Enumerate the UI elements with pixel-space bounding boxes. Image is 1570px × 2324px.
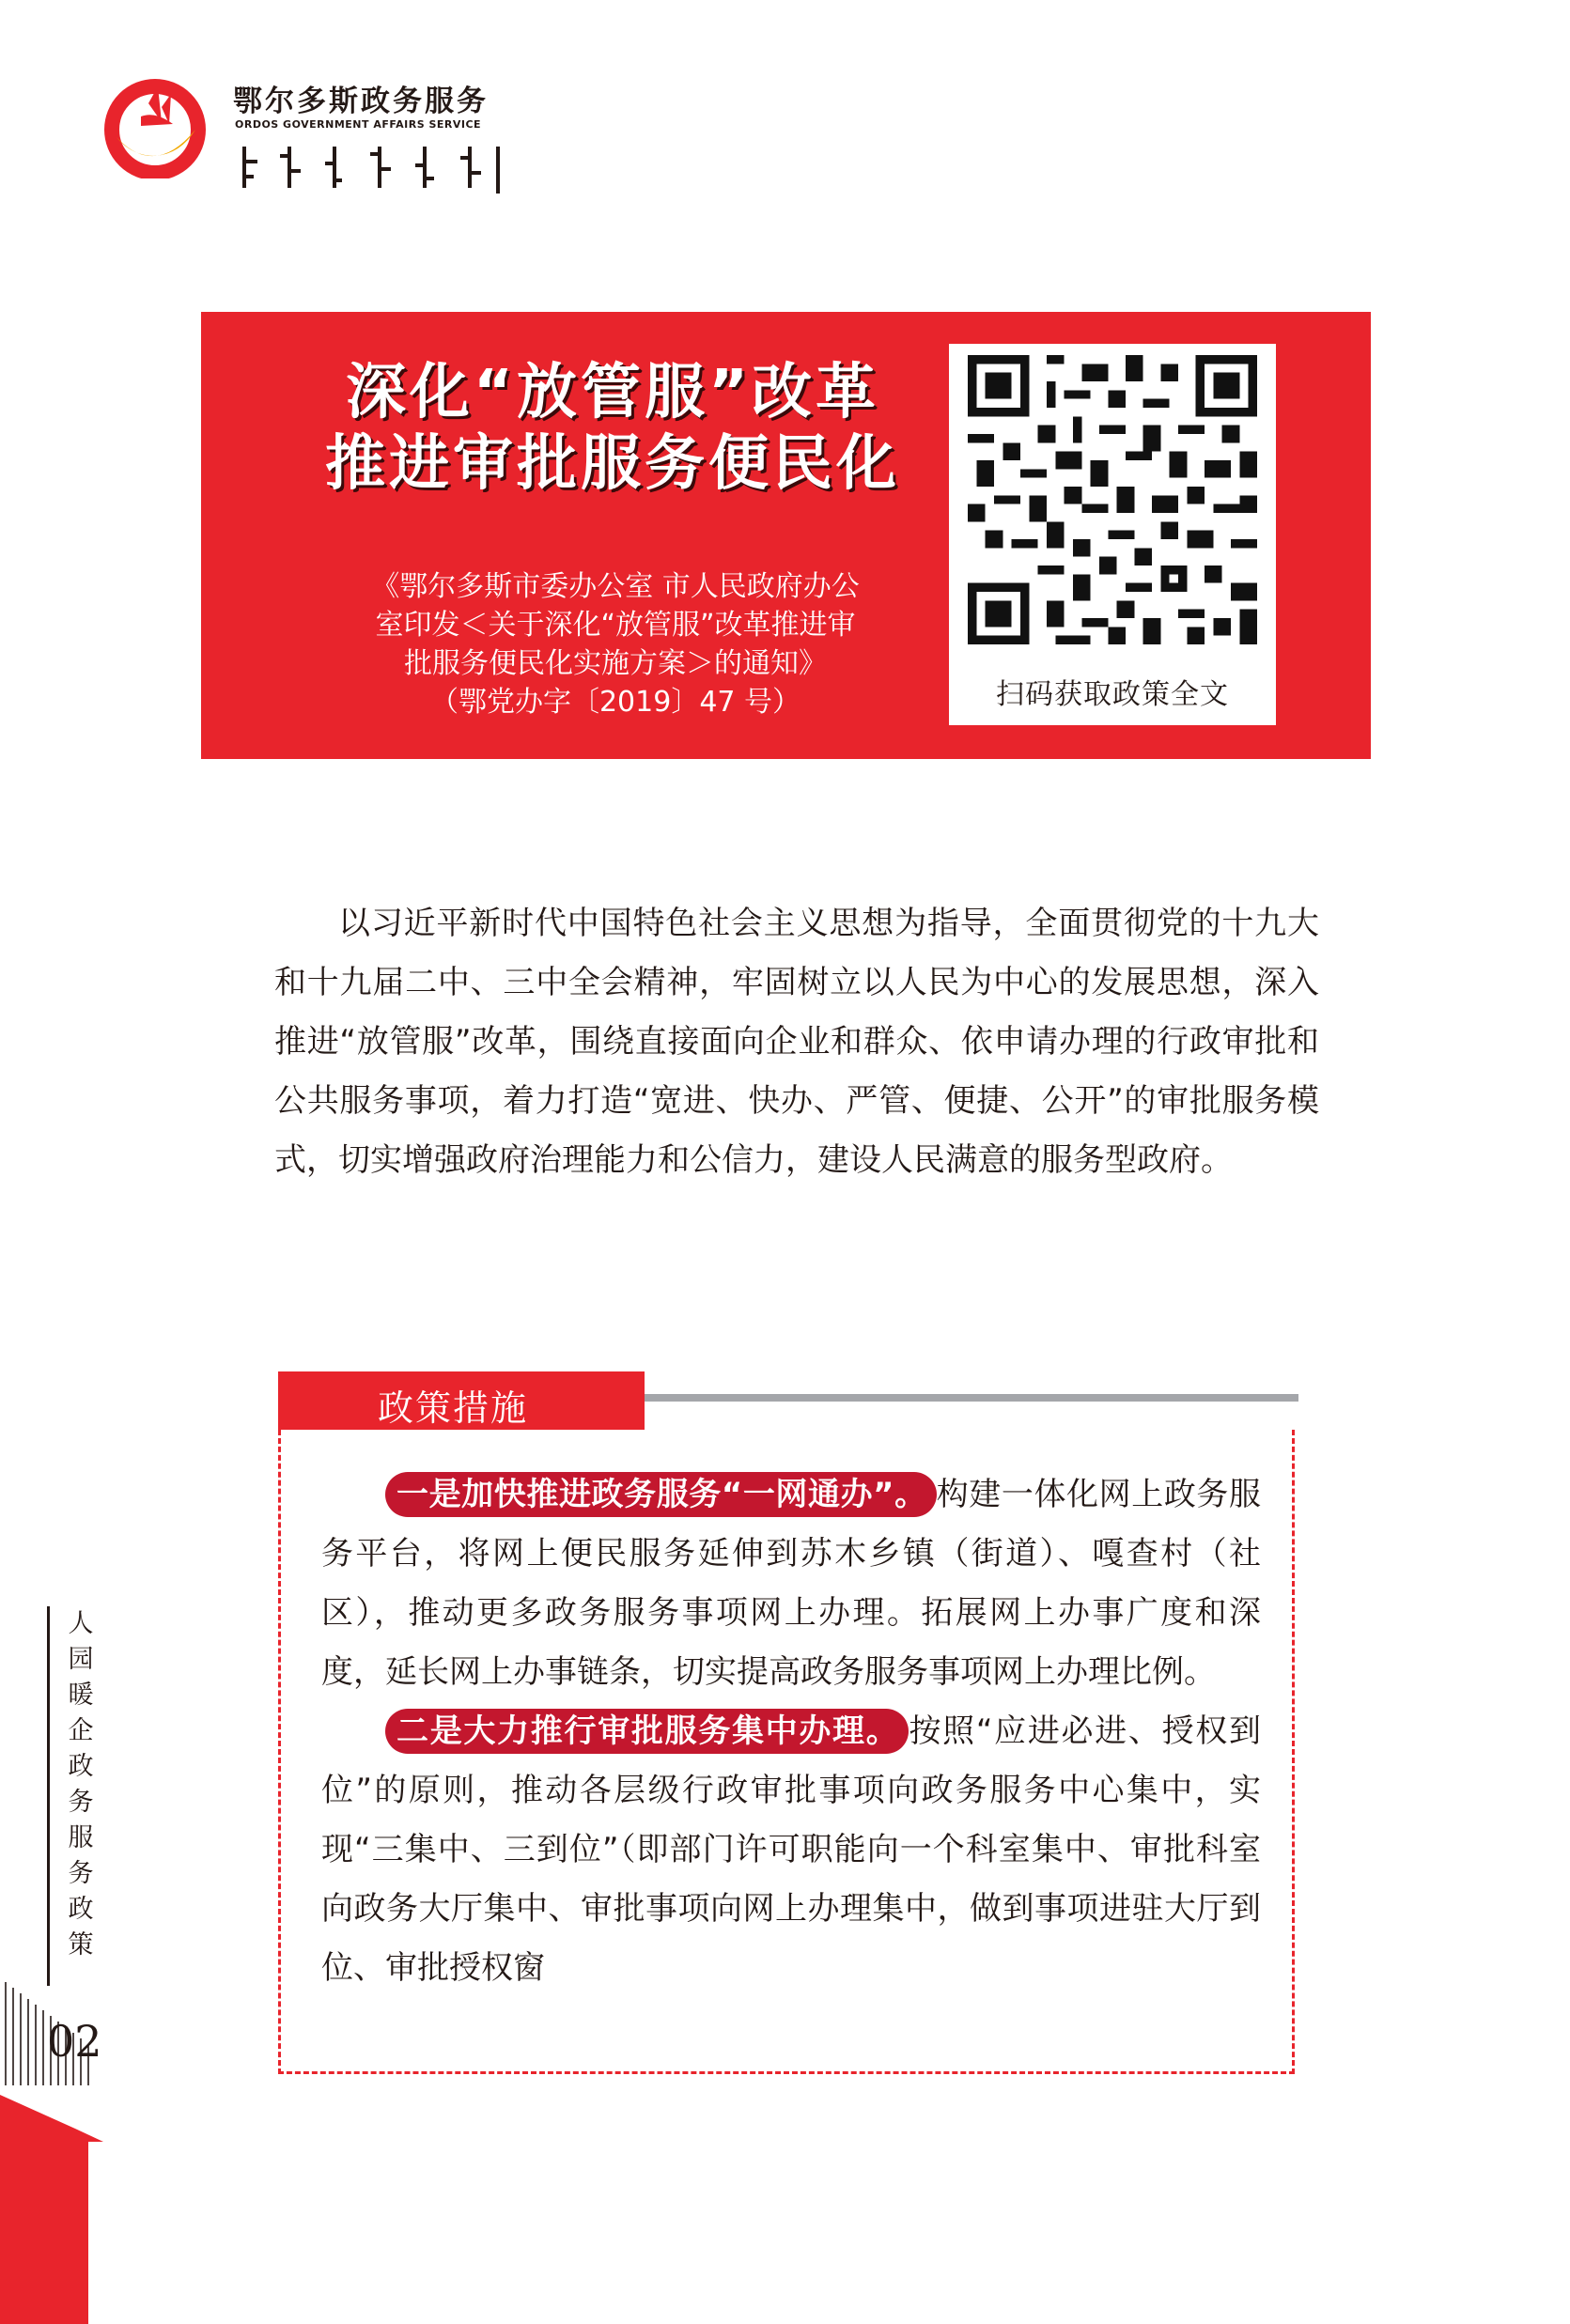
intro-paragraph: 以习近平新时代中国特色社会主义思想为指导，全面贯彻党的十九大和十九届二中、三中全会精神，牢固树立以人民为中心的发展思想，深入推进“放管服”改革，围绕直接面向企业和群众、依申请办理的行政审批和公共服务事项，着力打造“宽进、快办、严管、便捷、公开”的审批服务模式，切实增强政府治理能力和公信力，建设人民满意的服务型政府。 [274, 905, 1319, 1179]
banner-title-line-1: 深化“放管服”改革 [345, 358, 880, 427]
document-line-1: 《鄂尔多斯市委办公室 市人民政府办公 [371, 570, 860, 603]
sidebar-char: 暖 [68, 1681, 94, 1710]
sidebar-char: 务 [68, 1788, 94, 1817]
section-tab [278, 1371, 645, 1430]
brand-name-cn: 鄂尔多斯政务服务 [233, 85, 489, 118]
document-line-3: 批服务便民化实施方案＞的通知》 [404, 647, 827, 680]
sidebar-char: 策 [68, 1930, 94, 1960]
measure-2-text: 按照“应进必进、授权到位”的原则，推动各层级行政审批事项向政务服务中心集中，实现“三集中、三到位”（即部门许可职能向一个科室集中、审批科室向政务大厅集中、审批事项向网上办理集中，做到事项进驻大厅到位、审批授权窗 [321, 1712, 1262, 1987]
banner-title [293, 357, 932, 500]
measure-1 [321, 1465, 1261, 1702]
banner-document-name [297, 567, 934, 721]
sidebar-section-title [62, 1606, 100, 1963]
sidebar-char: 政 [68, 1895, 94, 1924]
mongolian-script-icon [235, 141, 507, 197]
sidebar-char: 人 [68, 1609, 94, 1638]
document-line-2: 室印发＜关于深化“放管服”改革推进审 [375, 609, 856, 642]
sidebar-char: 务 [68, 1859, 94, 1888]
measure-1-title: 一是加快推进政务服务“一网通办”。 [385, 1472, 937, 1517]
section-heading: 政策措施 [378, 1387, 529, 1429]
sidebar-char: 企 [68, 1716, 94, 1745]
section-divider [645, 1394, 1298, 1402]
policy-measures [321, 1465, 1261, 1998]
page-number: 02 [47, 2016, 102, 2067]
ordos-logo-icon [103, 75, 207, 178]
qr-code-icon[interactable] [968, 355, 1257, 644]
sidebar-vertical-rule [47, 1606, 50, 1986]
qr-code-card[interactable] [949, 344, 1276, 725]
banner-title-line-2: 推进审批服务便民化 [325, 429, 900, 499]
sidebar-char: 园 [68, 1645, 94, 1674]
measure-1-text: 构建一体化网上政务服务平台，将网上便民服务延伸到苏木乡镇（街道）、嘎查村（社区），推动更多政务服务事项网上办理。拓展网上办事广度和深度，延长网上办事链条，切实提高政务服务事项网上办理比例。 [321, 1476, 1261, 1691]
measure-2 [321, 1702, 1261, 1998]
brand-name-en: ORDOS GOVERNMENT AFFAIRS SERVICE [235, 118, 482, 131]
measure-2-title: 二是大力推行审批服务集中办理。 [385, 1709, 909, 1754]
document-line-4: （鄂党办字〔2019〕47 号） [429, 686, 801, 719]
sidebar-char: 政 [68, 1752, 94, 1781]
sidebar-char: 服 [68, 1823, 94, 1852]
sidebar-red-block [0, 2085, 103, 2324]
qr-code-label: 扫码获取政策全文 [996, 678, 1229, 711]
